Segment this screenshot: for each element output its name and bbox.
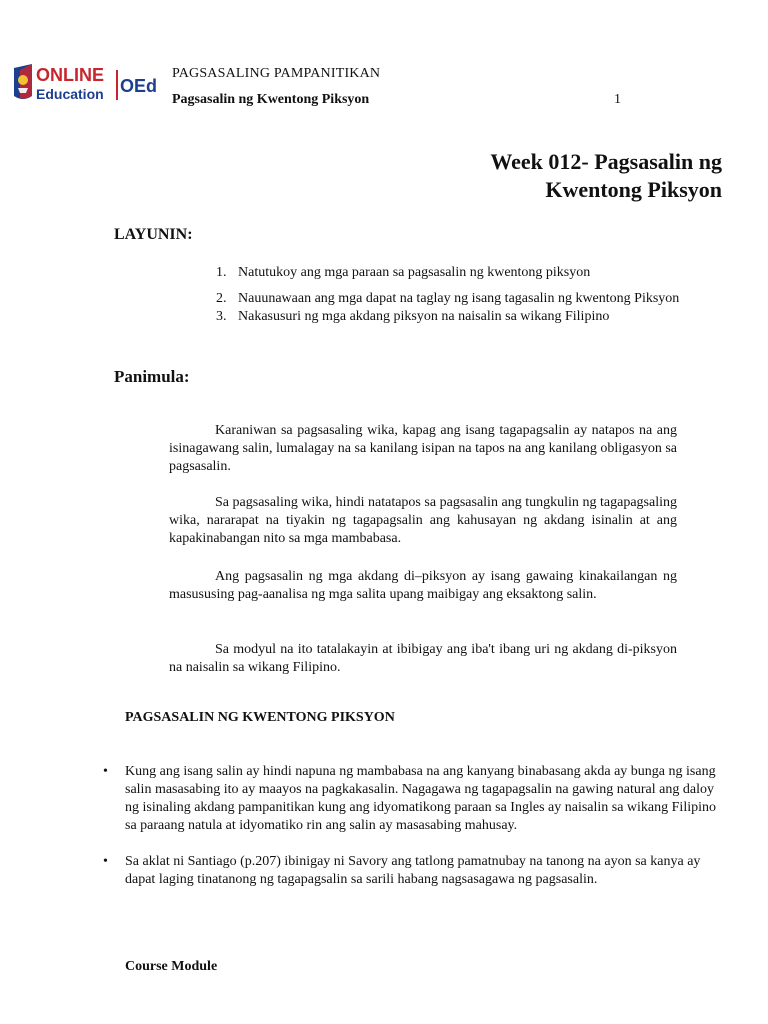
week-title-line2: Kwentong Piksyon (545, 177, 722, 202)
layunin-heading: LAYUNIN: (114, 226, 193, 243)
list-item (216, 264, 696, 281)
shield-icon (14, 64, 32, 99)
course-title: PAGSASALING PAMPANITIKAN (172, 66, 381, 81)
bullet-text: Sa aklat ni Santiago (p.207) ibinigay ni Savory ang tatlong pamatnubay na tanong na ayon sa kanya ay dapat laging tinatanong ng tagapagsalin sa sarili habang nagsasagawa ng pagsasalin. (125, 854, 701, 887)
bullet-list (103, 763, 719, 889)
list-item-text: Nakasusuri ng mga akdang piksyon na naisalin sa wikang Filipino (238, 309, 610, 324)
list-item-number: 3. (216, 309, 227, 324)
bullet-item (103, 853, 719, 889)
intro-paragraph: Sa modyul na ito tatalakayin at ibibigay ang iba't ibang uri ng akdang di-piksyon na naisalin sa wikang Filipino. (169, 642, 677, 675)
logo-oed-text: OEd (120, 76, 158, 96)
document-subtitle: Pagsasalin ng Kwentong Piksyon (172, 92, 370, 107)
week-title-line1: Week 012- Pagsasalin ng (490, 149, 722, 174)
week-title (490, 148, 722, 204)
bullet-icon: • (103, 764, 108, 779)
intro-paragraph: Sa pagsasaling wika, hindi natatapos sa pagsasalin ang tungkulin ng tagapagsaling wika, nararapat na tiyakin ng tagapagsalin ang kahusayan ng akdang isinalin at ang kapakinabangan nito sa mga mambabasa. (169, 495, 677, 546)
list-item (216, 290, 693, 307)
panimula-heading: Panimula: (114, 367, 190, 386)
list-item-number: 2. (216, 291, 227, 306)
list-item-number: 1. (216, 265, 227, 280)
section-heading: PAGSASALIN NG KWENTONG PIKSYON (125, 710, 395, 725)
page-number: 1 (614, 92, 621, 107)
bullet-text: Kung ang isang salin ay hindi napuna ng mambabasa na ang kanyang binabasang akda ay bunga ng isang salin masasabing ito ay maayos na pagkakasalin. Nagagawa ng tagapagsalin na gawing natural ang daloy ng isinaling akdang pampanitikan kung ang idyomatikong paraan sa Ingles ay naisalin sa wikang Filipino sa paraang natula at idyomatiko rin ang salin ay masasabing mahusay. (125, 764, 716, 833)
list-item-text: Natutukoy ang mga paraan sa pagsasalin ng kwentong piksyon (238, 265, 591, 280)
list-item-text: Nauunawaan ang mga dapat na taglay ng isang tagasalin ng kwentong Piksyon (238, 291, 680, 306)
course-module-label: Course Module (125, 959, 218, 974)
intro-paragraph: Ang pagsasalin ng mga akdang di–piksyon ay isang gawaing kinakailangan ng masususing pag-aanalisa ng mga salita upang maibigay ang eksaktong salin. (169, 569, 677, 602)
list-item (216, 308, 696, 325)
objectives-list (216, 264, 696, 325)
intro-paragraph: Karaniwan sa pagsasaling wika, kapag ang isang tagapagsalin ay natapos na ang isinagawang salin, lumalagay na sa kanilang isipan na tapos na ang kanilang obligasyon sa pagsasalin. (169, 423, 677, 474)
online-education-logo (12, 62, 164, 106)
bullet-icon: • (103, 854, 108, 869)
bullet-item (103, 763, 719, 835)
logo-online-text: ONLINE (36, 65, 105, 85)
logo-education-text: Education (36, 86, 104, 102)
logo-graphic (12, 62, 164, 106)
